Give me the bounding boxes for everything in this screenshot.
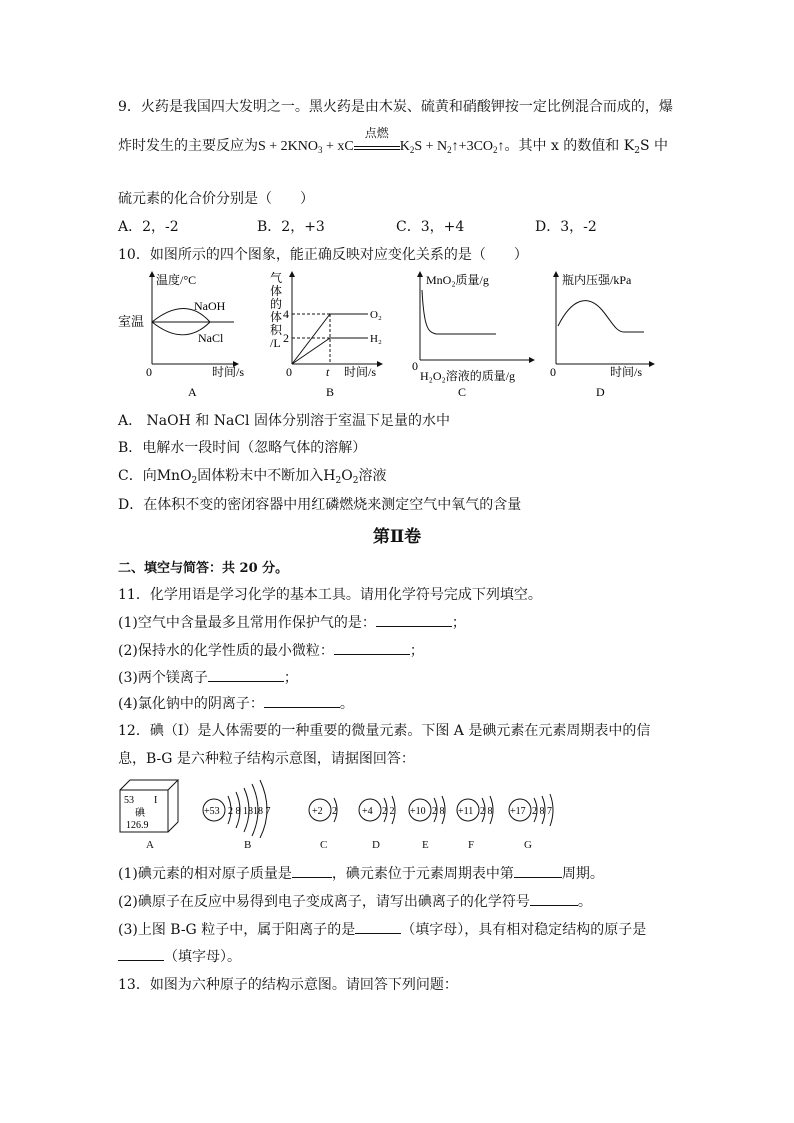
q11-part1 (118, 612, 466, 632)
graph-a-nacl-label: NaCl (198, 331, 224, 345)
graph-d-origin: 0 (550, 365, 556, 379)
q10-optc-sub2: 2 (335, 476, 342, 486)
eq-arrow: ↑ (497, 139, 505, 154)
graph-d-caption: D (596, 385, 605, 399)
particle-c-nucleus: +2 (312, 806, 323, 817)
q9-line3: 硫元素的化合价分别是（ ） (118, 191, 314, 207)
graph-b-ylabel-6: /L (270, 336, 281, 350)
graph-c-curve (422, 290, 496, 334)
particle-d-label: D (372, 839, 380, 851)
particle-b-label: B (244, 839, 252, 851)
eq-tail: ↑+3CO (451, 139, 494, 154)
cell-symbol: I (154, 795, 158, 806)
q12-p3-blank2[interactable] (118, 946, 164, 961)
particle-f-label: F (468, 839, 475, 851)
eq-sub3: 2 (493, 145, 498, 155)
q9-option-c[interactable]: C．3，+4 (396, 219, 465, 235)
particle-diagrams (198, 774, 568, 838)
q10-optc-end: 溶液 (358, 468, 387, 484)
q9-line2-sub: 2 (634, 146, 640, 156)
particle-e-label: E (422, 839, 429, 851)
q10-optc-mid2: O (341, 468, 353, 484)
eq-condition-arrow (354, 126, 400, 150)
q9-line2-end: S 中 (639, 138, 669, 154)
graph-b-tick-4: 4 (283, 307, 289, 321)
particle-e-shells: 2 8 (432, 806, 445, 817)
particle-g (509, 794, 553, 826)
graph-c (412, 272, 532, 399)
particle-b-nucleus: +53 (204, 806, 220, 817)
graph-b-caption: B (326, 385, 335, 399)
graph-c-xlabel: H₂O₂溶液的质量/g (420, 369, 516, 383)
particle-d-shells: 2 2 (382, 806, 395, 817)
q12-part3 (118, 919, 646, 939)
particle-e-nucleus: +10 (410, 806, 426, 817)
q11-part3 (118, 667, 298, 687)
q9-line1: 9．火药是我国四大发明之一。黑火药是由木炭、硫黄和硝酸钾按一定比例混合而成的，爆 (118, 99, 673, 115)
particle-g-shells: 2 8 7 (532, 806, 552, 817)
q10-stem: 10．如图所示的四个图象，能正确反映对应变化关系的是（ ） (118, 247, 528, 263)
eq-right: K (399, 139, 410, 154)
q12-p1-blank2[interactable] (514, 863, 562, 878)
graph-d-curve (558, 301, 644, 332)
q11-p2-blank[interactable] (334, 640, 410, 655)
q13-stem: 13．如图为六种原子的结构示意图。请回答下列问题： (118, 977, 458, 993)
cell-mass: 126.9 (126, 820, 149, 831)
graph-d (550, 272, 652, 399)
eq-left-sub: 3 (318, 145, 323, 155)
q9-line2-post: 。其中 x 的数值和 K (504, 138, 635, 154)
q11-p4-text: (4)氯化钠中的阴离子： (118, 696, 264, 712)
q9-equation (258, 126, 505, 155)
graph-b-ylabel-1: 气 (270, 271, 283, 285)
q11-p3-end: ； (283, 670, 298, 686)
section-heading: 二、填空与简答：共 20 分。 (118, 561, 289, 576)
graph-b-o2-label: O₂ (370, 309, 382, 321)
graph-a-room-label: 室温 (118, 314, 145, 329)
particle-c-label: C (320, 839, 328, 851)
q11-p4-blank[interactable] (264, 693, 340, 708)
graph-b-ylabel-5: 积 (270, 323, 283, 337)
q12-p3-a: (3)上图 B-G 粒子中，属于阳离子的是 (118, 922, 356, 938)
q9-line2-prefix: 炸时发生的主要反应为 (118, 138, 258, 154)
q10-graphs (112, 266, 672, 400)
particle-d-nucleus: +4 (362, 806, 373, 817)
q10-option-d[interactable]: D．在体积不变的密闭容器中用红磷燃烧来测定空气中氧气的含量 (118, 497, 522, 513)
graph-a-origin: 0 (146, 365, 152, 379)
q12-p3-blank1[interactable] (355, 919, 401, 934)
q12-p2-a: (2)碘原子在反应中易得到电子变成离子，请写出碘离子的化学符号 (118, 894, 530, 910)
cell-name: 碘 (135, 808, 145, 819)
q12-line2: 息，B-G 是六种粒子结构示意图，请据图回答： (118, 751, 415, 767)
q9-option-b[interactable]: B．2，+3 (257, 219, 325, 235)
iodine-cell (118, 778, 180, 834)
q10-option-a[interactable]: A． NaOH 和 NaCl 固体分别溶于室温下足量的水中 (118, 413, 450, 429)
graph-a-caption: A (188, 385, 197, 399)
particle-d (359, 796, 395, 824)
particle-b-shells: 2 8 1818 7 (228, 806, 271, 817)
q9-option-a[interactable]: A．2，-2 (118, 219, 179, 235)
q12-p3-c: （填字母）。 (164, 949, 241, 965)
q12-p1-c: 周期。 (561, 866, 604, 882)
q12-part2 (118, 891, 592, 911)
q11-p2-text: (2)保持水的化学性质的最小微粒： (118, 643, 334, 659)
graph-b-o2-rise (292, 314, 330, 364)
particle-g-nucleus: +17 (510, 806, 526, 817)
particle-e (409, 796, 445, 824)
graph-a (118, 272, 244, 399)
graph-c-origin: 0 (412, 359, 418, 373)
graph-b-t-label: t (326, 365, 330, 379)
q10-optc-sub: 2 (191, 476, 198, 486)
particle-f (457, 796, 493, 824)
graph-c-caption: C (458, 385, 467, 399)
q12-part3-cont (118, 946, 241, 966)
graph-b-h2-label: H₂ (370, 333, 382, 345)
q10-optc-sub3: 2 (352, 476, 359, 486)
graph-b-xlabel: 时间/s (344, 365, 377, 379)
eq-sub1: 2 (409, 145, 415, 155)
q11-stem: 11．化学用语是学习化学的基本工具。请用化学符号完成下列填空。 (118, 587, 542, 603)
graph-d-xlabel: 时间/s (610, 365, 643, 379)
graph-b-ylabel-2: 体 (270, 284, 283, 298)
q11-p3-text: (3)两个镁离子 (118, 670, 208, 686)
q12-p1-b: ，碘元素位于元素周期表中第 (331, 866, 514, 882)
graph-b-origin: 0 (286, 365, 292, 379)
graph-b (270, 270, 382, 399)
particle-f-shells: 2 8 (480, 806, 493, 817)
q11-part4 (118, 693, 354, 713)
particle-c (309, 798, 337, 822)
q10-optc-mid: 固体粉末中不断加入H (197, 468, 336, 484)
q10-option-b[interactable]: B．电解水一段时间（忽略气体的溶解） (118, 440, 367, 456)
q12-p1-blank1[interactable] (292, 863, 332, 878)
q12-p2-b: 。 (577, 894, 592, 910)
eq-sub2: 2 (447, 145, 452, 155)
particle-f-nucleus: +11 (458, 806, 474, 817)
graph-d-ylabel: 瓶内压强/kPa (562, 273, 632, 287)
q11-part2 (118, 640, 424, 660)
graph-b-ylabel-4: 体 (270, 310, 283, 324)
q9-option-d[interactable]: D．3，-2 (535, 219, 597, 235)
graph-b-tick-2: 2 (283, 331, 289, 345)
q11-p4-end: 。 (339, 696, 354, 712)
q11-p1-blank[interactable] (376, 612, 452, 627)
q11-p1-text: (1)空气中含量最多且常用作保护气的是： (118, 615, 376, 631)
q12-part1 (118, 863, 604, 883)
cell-number: 53 (124, 795, 134, 806)
cell-label: A (146, 839, 154, 851)
graph-b-h2-rise (292, 338, 330, 364)
graph-b-ylabel-3: 的 (270, 297, 283, 311)
graph-a-xlabel: 时间/s (212, 365, 245, 379)
q12-p1-a: (1)碘元素的相对原子质量是 (118, 866, 292, 882)
q12-p2-blank[interactable] (530, 891, 578, 906)
graph-c-ylabel: MnO₂质量/g (426, 273, 489, 287)
q11-p1-end: ； (451, 615, 466, 631)
eq-left: S + 2KNO (258, 139, 319, 154)
q11-p2-end: ； (409, 643, 424, 659)
particle-c-shells: 2 (332, 806, 337, 817)
graph-a-naoh-label: NaOH (194, 299, 226, 313)
q12-p3-b: （填字母），具有相对稳定结构的原子是 (401, 922, 647, 938)
eq-condition: 点燃 (364, 126, 389, 140)
q9-line2 (118, 126, 669, 156)
section-title: 第Ⅱ卷 (372, 527, 422, 547)
eq-left-tail: + xC (322, 139, 354, 154)
particle-g-label: G (524, 839, 532, 851)
eq-mid: S + N (414, 139, 448, 154)
q12-line1: 12．碘（I）是人体需要的一种重要的微量元素。下图 A 是碘元素在元素周期表中的信 (118, 723, 651, 739)
q11-p3-blank[interactable] (208, 667, 284, 682)
graph-a-ylabel: 温度/°C (156, 273, 197, 287)
particle-b (203, 780, 271, 838)
q10-option-c[interactable] (118, 465, 386, 486)
q10-optc-pre: C．向MnO (118, 468, 192, 484)
